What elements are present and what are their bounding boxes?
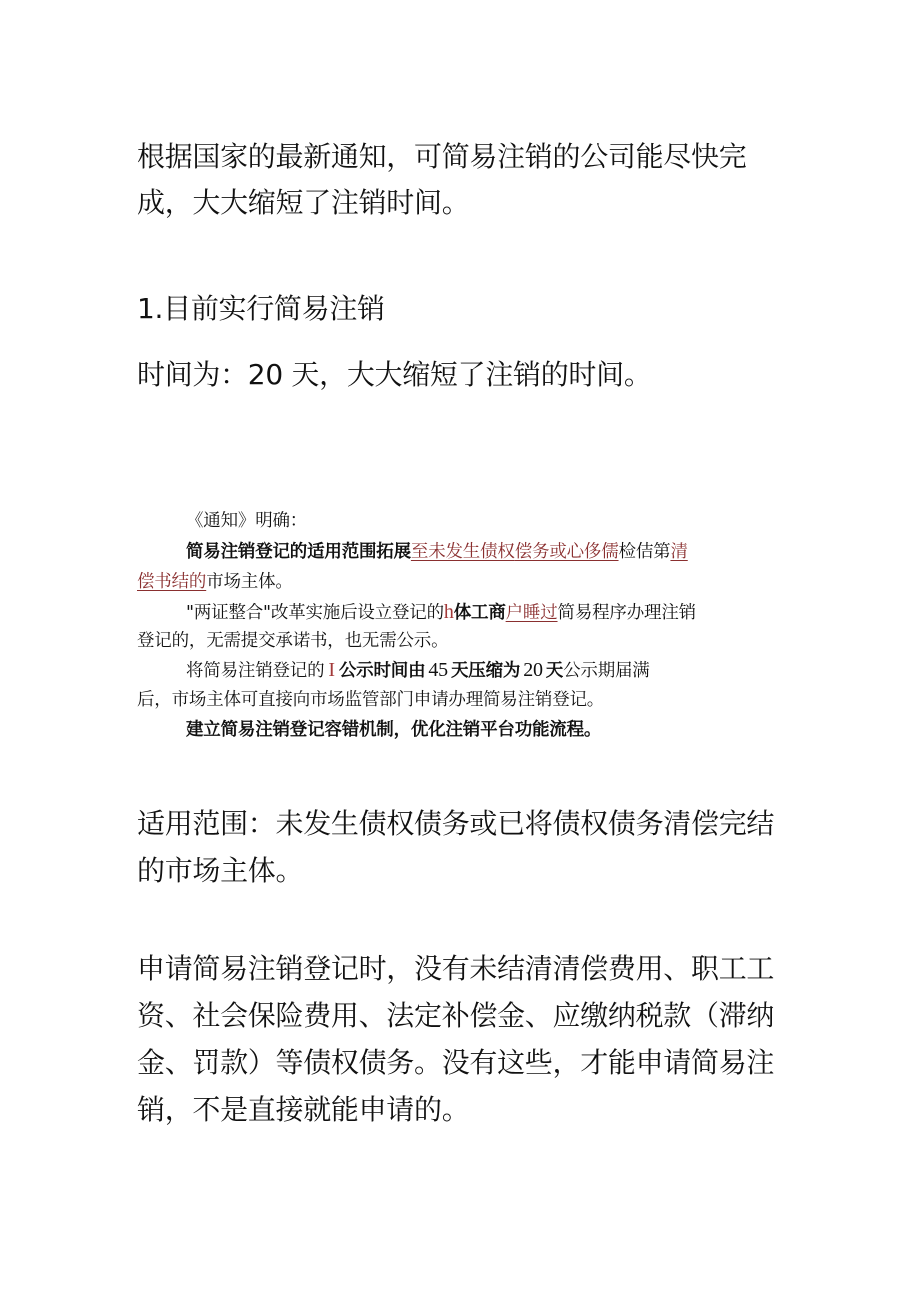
notice-p1-red2: 偿务或心侈儒 [514, 542, 619, 562]
notice-p1-bold: 简易注销登记的适用范围拓展 [186, 542, 411, 562]
notice-p2-pre: "两证整合"改革实施后设立登记的 [186, 603, 444, 623]
notice-p3-bold1: 公示时间由 [338, 661, 426, 681]
notice-p2-line1 [186, 598, 696, 627]
notice-p1-line1 [186, 538, 688, 566]
notice-p1-red3: 清 [670, 542, 688, 562]
intro-line-1: 根据国家的最新通知，可简易注销的公司能尽快完 [137, 140, 747, 173]
notice-p1-mid: 检佶第 [618, 542, 671, 562]
notice-p3-post: 公示期届满 [563, 661, 650, 681]
notice-p3-pre: 将简易注销登记的 [186, 661, 325, 681]
notice-p3-num2: 20 [523, 659, 543, 681]
notice-p3-bold2: 天压缩为 [450, 661, 521, 681]
notice-p2-post: 简易程序办理注销 [557, 603, 696, 623]
notice-p3-num1: 45 [428, 659, 448, 681]
apply-line-2: 资、社会保险费用、法定补偿金、应缴纳税款（滞纳 [137, 999, 775, 1032]
apply-line-4: 销，不是直接就能申请的。 [137, 1093, 470, 1126]
notice-p2-bold: 体工商 [453, 603, 506, 623]
notice-p1-tail: 市场主体。 [206, 572, 293, 592]
notice-p3-mark: I [328, 659, 335, 681]
notice-p3-line1 [186, 656, 650, 685]
notice-title: 《通知》明确： [186, 511, 308, 531]
notice-p2-h: h [443, 601, 454, 623]
apply-line-3: 金、罚款）等债权债务。没有这些，才能申请简易注 [137, 1046, 775, 1079]
duration-line: 时间为：20 天，大大缩短了注销的时间。 [137, 358, 652, 391]
notice-p3-line2: 后，市场主体可直接向市场监管部门申请办理简易注销登记。 [137, 690, 605, 710]
section-heading: 1.目前实行简易注销 [137, 292, 385, 325]
notice-p2-red: 户睡过 [505, 603, 558, 623]
notice-p3-bold3: 天 [545, 661, 564, 681]
notice-p4: 建立简易注销登记容错机制，优化注销平台功能流程。 [186, 720, 602, 740]
notice-p2-line2: 登记的，无需提交承诺书，也无需公示。 [137, 631, 449, 651]
scope-line-2: 的市场主体。 [137, 854, 304, 887]
notice-p1-line2 [137, 568, 293, 596]
apply-line-1: 申请简易注销登记时，没有未结清清偿费用、职工工 [137, 952, 775, 985]
scope-line-1: 适用范围：未发生债权债务或已将债权债务清偿完结 [137, 807, 775, 840]
intro-line-2: 成，大大缩短了注销时间。 [137, 186, 470, 219]
notice-p1-red1: 至未发生债权 [410, 542, 515, 562]
notice-p1-red4: 偿书结的 [137, 572, 207, 592]
